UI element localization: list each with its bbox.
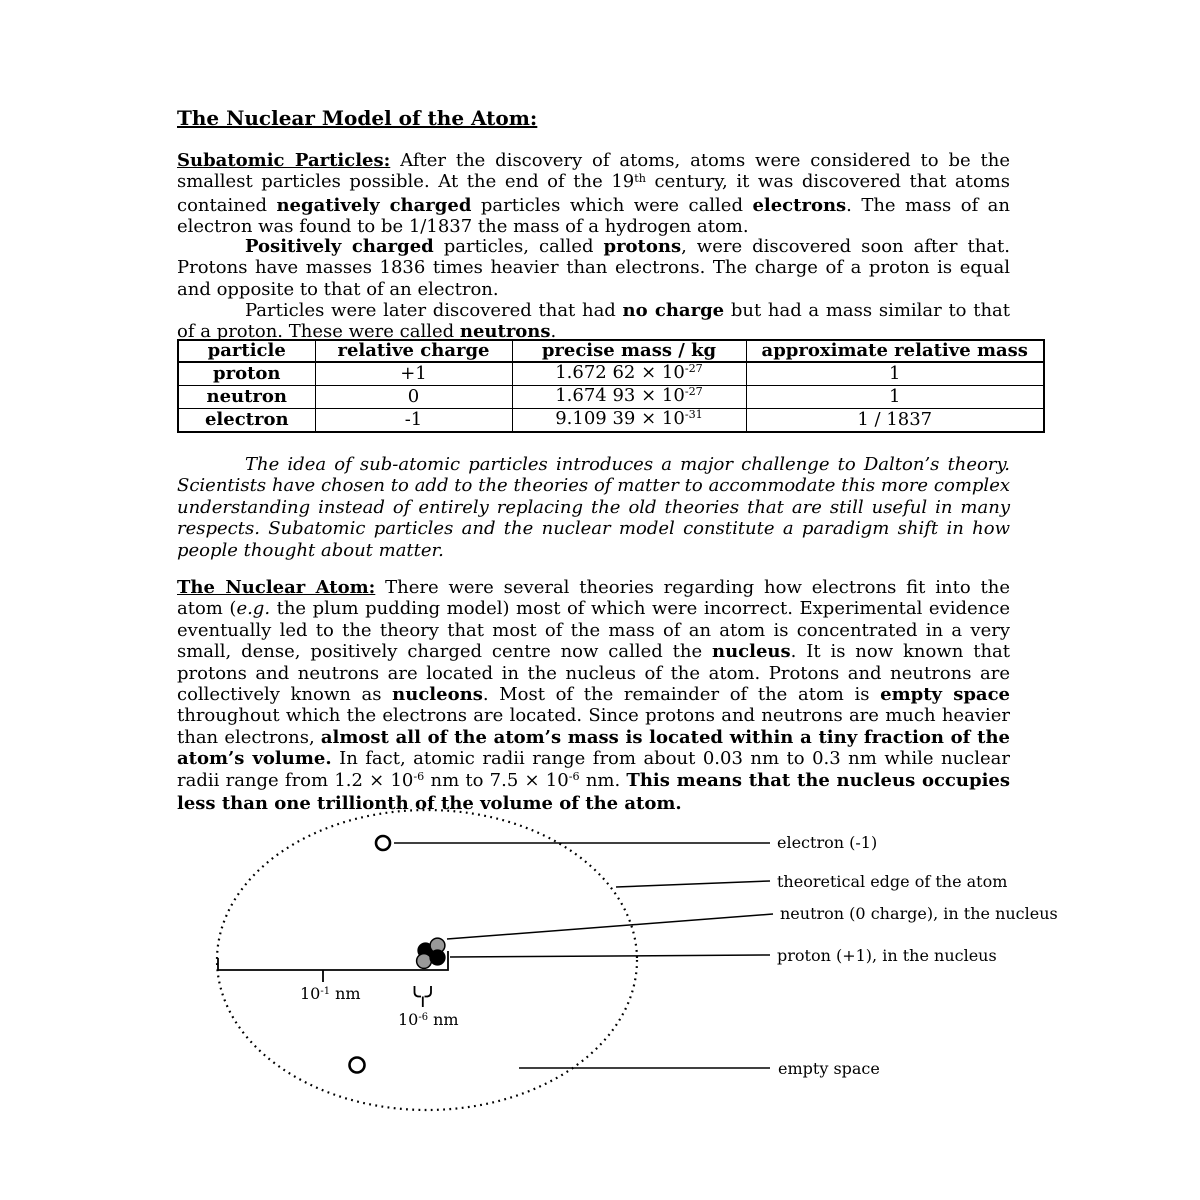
paragraph-nuclear-atom: The Nuclear Atom: There were several theories regarding how electrons fit into the atom (e.g. the plum pudding model) most of which were incorrect. Experimental evidence eventually led to the theory that most of the mass of an atom is concentrated in a very small, dense, positively charged centre now called the nucleus. It is now known that protons and neutrons are located in the nucleus of the atom. Protons and neutrons are collectively known as nucleons. Most of the remainder of the atom is empty space throughout which the electrons are located. Since protons and neutrons are much heavier than electrons, almost all of the atom’s mass is located within a tiny fraction of the atom’s volume. In fact, atomic radii range from about 0.03 nm to 0.3 nm while nuclear radii range from $1.2 \times 10^{-6}$ nm to $7.5 \times 10^{-6}$ nm. This means that the nucleus occupies less than one trillionth of the volume of the atom. xyxy=(177,577,1011,815)
nucleus-radius-label: $10^{-6}$ nm xyxy=(398,1010,459,1029)
nucleus-radius-brace xyxy=(415,986,432,1007)
cell-relative-charge: 0 xyxy=(315,386,512,409)
proton-leader-line xyxy=(450,955,770,957)
atom-radius-label: $10^{-1}$ nm xyxy=(300,984,361,1003)
cell-precise-mass: 1.672 $62 \times 10^{-27}$ xyxy=(512,362,746,386)
cell-particle-name: proton xyxy=(178,362,315,386)
electron-bottom-circle xyxy=(350,1058,365,1073)
cell-relative-charge: -1 xyxy=(315,409,512,433)
paragraph-protons: Positively charged particles, called protons, were discovered soon after that. Protons have masses 1836 times heavier than electrons. The charge of a proton is equal and opposite to that of an electron. xyxy=(177,236,1010,300)
electron-label: electron (-1) xyxy=(777,833,878,852)
atom-radius-bracket xyxy=(218,951,448,970)
column-header-particle: particle xyxy=(178,340,315,362)
cell-approx-mass: 1 / 1837 xyxy=(746,409,1044,433)
column-header-relative-charge: relative charge xyxy=(315,340,512,362)
electron-top-circle xyxy=(376,836,390,850)
column-header-precise-mass: precise mass / kg xyxy=(512,340,746,362)
cell-particle-name: neutron xyxy=(178,386,315,409)
cell-approx-mass: 1 xyxy=(746,386,1044,409)
page-title: The Nuclear Model of the Atom: xyxy=(177,106,538,130)
neutron-circle xyxy=(417,954,432,969)
paragraph-neutrons: Particles were later discovered that had no charge but had a mass similar to that of a proton. These were called neutrons. xyxy=(177,300,1011,343)
proton-circle xyxy=(430,950,445,965)
column-header-approx-relative-mass: approximate relative mass xyxy=(746,340,1044,362)
empty-space-label: empty space xyxy=(778,1059,880,1078)
edge-leader-line xyxy=(616,881,770,887)
paragraph-dalton-theory: The idea of sub-atomic particles introduces a major challenge to Dalton’s theory. Scientists have chosen to add to the theories of matter to accommodate this more complex understanding instead of entirely replacing the old theories that are still useful in many respects. Subatomic particles and the nuclear model constitute a paradigm shift in how people thought about matter. xyxy=(177,454,1010,561)
cell-precise-mass: 9.109 $39 \times 10^{-31}$ xyxy=(512,409,746,433)
cell-precise-mass: 1.674 $93 \times 10^{-27}$ xyxy=(512,386,746,409)
cell-particle-name: electron xyxy=(178,409,315,433)
neutron-leader-line xyxy=(447,914,773,939)
cell-approx-mass: 1 xyxy=(746,362,1044,386)
proton-label: proton (+1), in the nucleus xyxy=(777,946,997,965)
theoretical-edge-label: theoretical edge of the atom xyxy=(777,872,1008,891)
paragraph-subatomic-particles: Subatomic Particles: After the discovery of atoms, atoms were considered to be the smallest particles possible. At the end of the 19th century, it was discovered that atoms contained negatively charged particles which were called electrons. The mass of an electron was found to be 1/1837 the mass of a hydrogen atom. xyxy=(177,150,1011,238)
neutron-label: neutron (0 charge), in the nucleus xyxy=(780,904,1058,923)
cell-relative-charge: +1 xyxy=(315,362,512,386)
